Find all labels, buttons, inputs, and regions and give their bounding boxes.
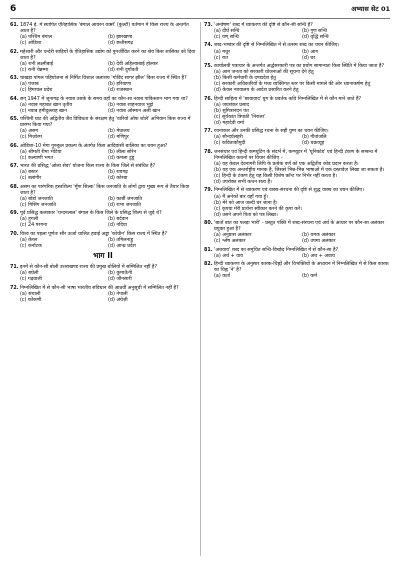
question-text: विश्व का पहला पूर्णतः सौर ऊर्जा चालित हवाई अड्डा 'कोचीन' किस राज्य में स्थित है? [20, 230, 168, 237]
question-text: कार्यालयी पत्राचार के अन्तर्गत अर्द्धसरकारी पत्र का प्रयोग सामान्यतः किस स्थिति में किया जाता है? [214, 62, 385, 69]
option: (a) पंजाब [20, 81, 39, 88]
option: (c) श्लेष अलंकार [214, 238, 246, 245]
question [10, 285, 196, 303]
question [204, 187, 390, 217]
options [204, 134, 390, 146]
option: (a) केरल [20, 236, 38, 243]
question-text: पूर्व प्रसिद्ध कलाकार 'चन्दनलाल' बंगाल के किस जिले के प्रसिद्ध शिल्प से जुड़े थे? [20, 210, 162, 217]
option: (b) देवी अहिल्याबाई होल्कर [108, 60, 158, 67]
option: (a) दीर्घ सन्धि [214, 28, 240, 35]
question [204, 22, 390, 40]
option: (d) नवाब ओस्मान अली खान [108, 107, 161, 114]
question [204, 261, 390, 279]
question-text: निम्नलिखित में से व्याकरण एवं वाक्य-संरचना की दृष्टि से शुद्ध वाक्य का चयन कीजिए। [214, 187, 364, 194]
option: (d) घर [302, 54, 316, 61]
question-number: 73. [204, 22, 213, 28]
options [10, 196, 196, 208]
option: (c) गढ़वाली [20, 276, 42, 283]
question-text: शब्द-भण्डार की दृष्टि से निम्नलिखित में से तत्सम शब्द का चयन कीजिए। [214, 42, 340, 49]
question-number: 68. [10, 183, 19, 190]
option: (c) मिज़ोरम [20, 134, 42, 141]
option: (a) यह केवल देवनागरी लिपि के प्रत्येक वर्ण को एक अद्वितीय कोड प्रदान करता है। [214, 160, 359, 167]
question-text: 'अन्वेषण' शब्द में व्याकरण की दृष्टि से कौन-सी सन्धि है? [214, 22, 313, 28]
option: (c) हिमाचल प्रदेश [20, 87, 53, 94]
question [204, 128, 390, 146]
options [10, 216, 196, 228]
question [10, 22, 196, 46]
question-number: 62. [10, 48, 19, 55]
option: (d) महादेवी वर्मा [214, 119, 245, 126]
left-column [10, 22, 196, 562]
option: (a) पश्चिम बंगाल [20, 34, 52, 41]
option: (c) 24 परगना [20, 222, 48, 229]
options [204, 232, 390, 244]
option: (a) रानी लक्ष्मीबाई [20, 60, 53, 67]
question-stem [204, 149, 390, 161]
question-number: 81. [204, 246, 213, 253]
page-title: अभ्यास सेट 01 [351, 5, 390, 13]
options [204, 69, 390, 93]
question-text: 'बातों बात का पलड़ा भारी' - प्रस्तुत पंक्ति में शब्द-संरचना एवं अर्थ के आधार पर कौन-सा अलंकार प्रयुक्त हुआ है? [214, 220, 385, 233]
option: (d) अंग्रेज़ी [108, 296, 128, 303]
options [204, 49, 390, 61]
question-number: 75. [204, 62, 213, 69]
question [10, 163, 196, 181]
option: (a) अर्थ + वाय [214, 252, 243, 259]
page-header [10, 4, 390, 19]
question [10, 49, 196, 73]
question-text: भारत की प्रसिद्ध 'ओला सेवा' योजना किस राज्य के किस जिले से संबंधित है? [20, 163, 156, 170]
options [10, 291, 196, 303]
question-text: असम का पारंपरिक हस्तशिल्प 'मूँगा सिल्क' किस जनजाति के लोगों द्वारा मुख्य रूप से तैयार किया जाता है? [20, 183, 190, 196]
option: (a) अनुप्रास अलंकार [214, 232, 252, 239]
options [204, 194, 390, 218]
question-number: 82. [204, 261, 213, 268]
question-text: पश्चिमी घाट की अद्वितीय जैव विविधता के संरक्षण हेतु 'वारियों ऑफ शोले' अभियान किस राज्य में प्रारम्भ किया गया? [20, 116, 191, 129]
question-stem [10, 184, 196, 196]
option: (d) राभा जनजाति [108, 201, 141, 208]
question-text: 1874 ई. में स्थापित ऐतिहासिक 'बंगाल आयरन वर्क्स' (कुल्टी) वर्तमान में किस राज्य के अन्तर्गत आता है? [20, 22, 189, 35]
question-text: सन् 1947 में जूनागढ़ के नवाब उसके के समय वहाँ का कौन-सा नवाब पाकिस्तान भाग गया था? [20, 95, 188, 102]
options [10, 81, 196, 93]
question-text: चाखड़ा पांगल पहियोजना से निर्मित विशाल जलाशय 'गोविंद सागर झील' किस राज्य में स्थित है? [20, 75, 187, 82]
option: (b) तमिलनाडु [108, 236, 134, 243]
option: (a) कर्ता [214, 273, 231, 280]
option: (b) आग [302, 48, 319, 55]
question-number: 64. [10, 95, 19, 102]
question [204, 42, 390, 60]
question-number: 65. [10, 116, 19, 123]
option: (d) जौनसारी [108, 276, 132, 283]
option: (d) चक्रव्यूह [302, 140, 325, 147]
question [10, 184, 196, 208]
question-text: ओडिशा-10 मेगा गुरुकुल प्रकल्प के अंतर्गत किस आदिवासी बालिका का चयन हुआ? [20, 142, 168, 149]
option: (b) रायगढ़ [108, 169, 128, 176]
options [204, 28, 390, 40]
question [10, 96, 196, 114]
option: (b) यह एक अन्तर्राष्ट्रीय मानक है, जिससे भिन्न-भिन्न भाषाओं में एक दस्तावेज़ लिखा जा सकता है। [214, 167, 385, 173]
option: (c) सूर्यकांत त्रिपाठी 'निराला' [214, 113, 266, 120]
option: (b) नवाब शाहनवाज भुट्टो [108, 101, 154, 108]
option: (b) कार्बी जनजाति [108, 195, 143, 202]
option: (c) कर्नाटक [20, 242, 42, 249]
question-text: महेश्वरी और चन्देरी साड़ियों के ऐतिहासिक उद्योग को पुनर्जीवित करने का श्रेय किस शासिका को दिया जाता है? [20, 48, 196, 61]
two-column-body [10, 22, 390, 562]
question-number: 63. [10, 75, 19, 82]
question-number: 79. [204, 187, 213, 194]
option: (c) मिसिंग जनजाति [20, 201, 57, 208]
question-text: रचनाकार और उनकी प्रसिद्ध रचना के सही युग्म का चयन कीजिए। [214, 128, 329, 135]
question-number: 61. [10, 22, 19, 28]
option: (b) मेघालय [108, 128, 130, 135]
question-text: हिन्दी व्याकरण के अनुसार कारक-चिह्नों और विभक्तियों के अध्ययन में निम्नलिखित में से किस कारक का चिह्न 'ने' है? [214, 261, 389, 274]
question-number: 66. [10, 142, 19, 149]
option: (d) राजस्थान [108, 87, 133, 94]
options [204, 273, 390, 279]
option: (a) नवाब महाबत खान तृतीय [20, 101, 73, 108]
options [204, 102, 390, 126]
question-number: 67. [10, 163, 19, 170]
option: (a) बघेली [20, 270, 39, 277]
option: (a) सौन्दर्यलहरी [214, 134, 243, 141]
question-text: हिन्दी साहित्य में 'छायावाद' युग के प्रवर्तक कवि निम्नलिखित में से कौन माने जाते हैं? [214, 95, 362, 102]
option: (a) संथाली [20, 290, 41, 297]
question-number: 74. [204, 42, 213, 49]
question [10, 75, 196, 93]
question-text: निम्नलिखित में से कौन-सी भाषा भारतीय संविधान की आठवीं अनुसूची में सम्मिलित नहीं है? [20, 284, 179, 291]
page-number: 6 [10, 4, 17, 14]
options [10, 237, 196, 249]
question-number: 78. [204, 148, 213, 155]
option: (b) यमक अलंकार [302, 232, 336, 239]
question-number: 72. [10, 284, 19, 291]
question [10, 231, 196, 249]
option: (a) हुगली [20, 216, 39, 223]
option: (d) केवल न्यायालय के आदेश प्रसारित करने हेतु [214, 87, 299, 94]
question [204, 96, 390, 126]
option: (d) मणिपुर [108, 134, 129, 141]
options [204, 253, 390, 259]
option: (b) नेपाली [108, 290, 128, 297]
option: (a) बोडो जनजाति [20, 195, 53, 202]
option: (b) कर्म [302, 273, 318, 280]
option: (c) रात [214, 54, 228, 61]
option: (d) नदिया [108, 222, 127, 229]
question-number: 80. [204, 220, 213, 227]
options [10, 270, 196, 282]
question [204, 63, 390, 93]
question [10, 143, 196, 161]
option: (b) गुण सन्धि [302, 28, 328, 35]
question-number: 77. [204, 128, 213, 135]
option: (a) मैं अनेकों बार वहाँ गया हूँ। [214, 193, 268, 200]
option: (c) कृपया मेरी प्रार्थना स्वीकार करने की कृपा करें। [214, 205, 302, 212]
option: (a) आम जनता को सरकारी योजनाओं की सूचना देने हेतु [214, 69, 314, 76]
option: (b) हरियाणा [108, 81, 132, 88]
options [10, 169, 196, 181]
section-heading: भाग II [93, 251, 113, 261]
option: (c) नवाब हमीदुल्लाह खान [20, 107, 67, 114]
question [10, 116, 196, 140]
option: (a) जयशंकर प्रसाद [214, 101, 250, 108]
option: (d) उपमा अलंकार [302, 238, 336, 245]
option: (b) सुमित्रानंदन पंत [214, 107, 249, 114]
option: (d) आन्ध्र प्रदेश [108, 242, 136, 249]
option: (d) उपरोक्त सभी कथन सत्य हैं। [214, 179, 272, 186]
question-stem [10, 116, 196, 128]
question [204, 220, 390, 244]
option: (d) वृद्धि सन्धि [302, 34, 329, 41]
question [10, 264, 196, 282]
question-number: 69. [10, 210, 19, 217]
question-number: 70. [10, 230, 19, 237]
question-stem [10, 49, 196, 61]
option: (c) यण् सन्धि [214, 34, 239, 41]
option: (c) हिन्दी के टंकण हेतु यह किसी विशेष फ़ॉन्ट पर निर्भर नहीं करता है। [214, 173, 337, 180]
right-column [204, 22, 390, 562]
option: (b) गीतांजलि [302, 134, 327, 141]
question [204, 247, 390, 259]
options [10, 102, 196, 114]
option: (b) लीला सोरेन [108, 148, 137, 155]
question-stem [204, 220, 390, 232]
options [10, 61, 196, 73]
question-number: 76. [204, 95, 213, 102]
option: (c) बलांगीर [20, 175, 42, 182]
option: (b) बर्दवान [108, 216, 129, 223]
option: (d) रानी दुर्गावती [108, 66, 139, 73]
question [10, 210, 196, 228]
options [10, 149, 196, 161]
question [204, 149, 390, 186]
question-text: जनसंचार एवं हिन्दी कम्प्यूटिंग के संदर्भ में, कम्प्यूटर में 'यूनिकोड' एवं हिन्दी टंकण के सम्बन्ध में निम्नलिखित कथनों पर विचार कीजिए - [214, 148, 378, 161]
question-stem [204, 261, 390, 273]
option: (c) कल्याणी भगत [20, 154, 54, 161]
options [204, 161, 390, 185]
option: (b) झारखण्ड [108, 34, 133, 41]
option: (d) कमला टुडू [108, 154, 135, 161]
option: (d) उसने अपने पिता को पत्र लिखा। [214, 211, 278, 218]
option: (c) कोंकणी [20, 296, 42, 303]
option: (c) कविताकौमुदी [214, 140, 246, 147]
option: (a) मधुर [214, 48, 231, 55]
option: (c) रानी चेन्नम्मा [20, 66, 49, 73]
option: (a) असम [20, 128, 39, 135]
option: (c) ओडिशा [20, 40, 42, 47]
options [10, 128, 196, 140]
option: (b) मेरे को आज जल्दी घर जाना है। [214, 199, 278, 206]
option: (b) किसी कर्मचारी के दण्डादेश हेतु [214, 75, 276, 82]
option: (d) छत्तीसगढ़ [108, 40, 134, 47]
question-text: 'अथवाय' शब्द का समुचित सन्धि-विच्छेद निम्नलिखित में से कौन-सा है? [214, 246, 339, 253]
option: (a) श्रीमती रीमा भेटिया [20, 148, 62, 155]
option: (c) सरकारी अधिकारियों के मध्य व्यक्तिगत स्तर पर किसी मामले की ओर ध्यानाकर्षण हेतु [214, 81, 371, 88]
option: (a) बस्तर [20, 169, 38, 176]
option: (d) कोरबा [108, 175, 128, 182]
options [10, 34, 196, 46]
question-number: 71. [10, 264, 19, 271]
question-stem [10, 22, 196, 34]
question-text: इनमें से कौन-सी बोली उत्तराखण्ड राज्य की प्रमुख बोलियों में सम्मिलित नहीं है? [20, 264, 158, 271]
option: (b) कुमाऊँनी [108, 270, 133, 277]
option: (b) अथ + अवाय [302, 252, 335, 259]
